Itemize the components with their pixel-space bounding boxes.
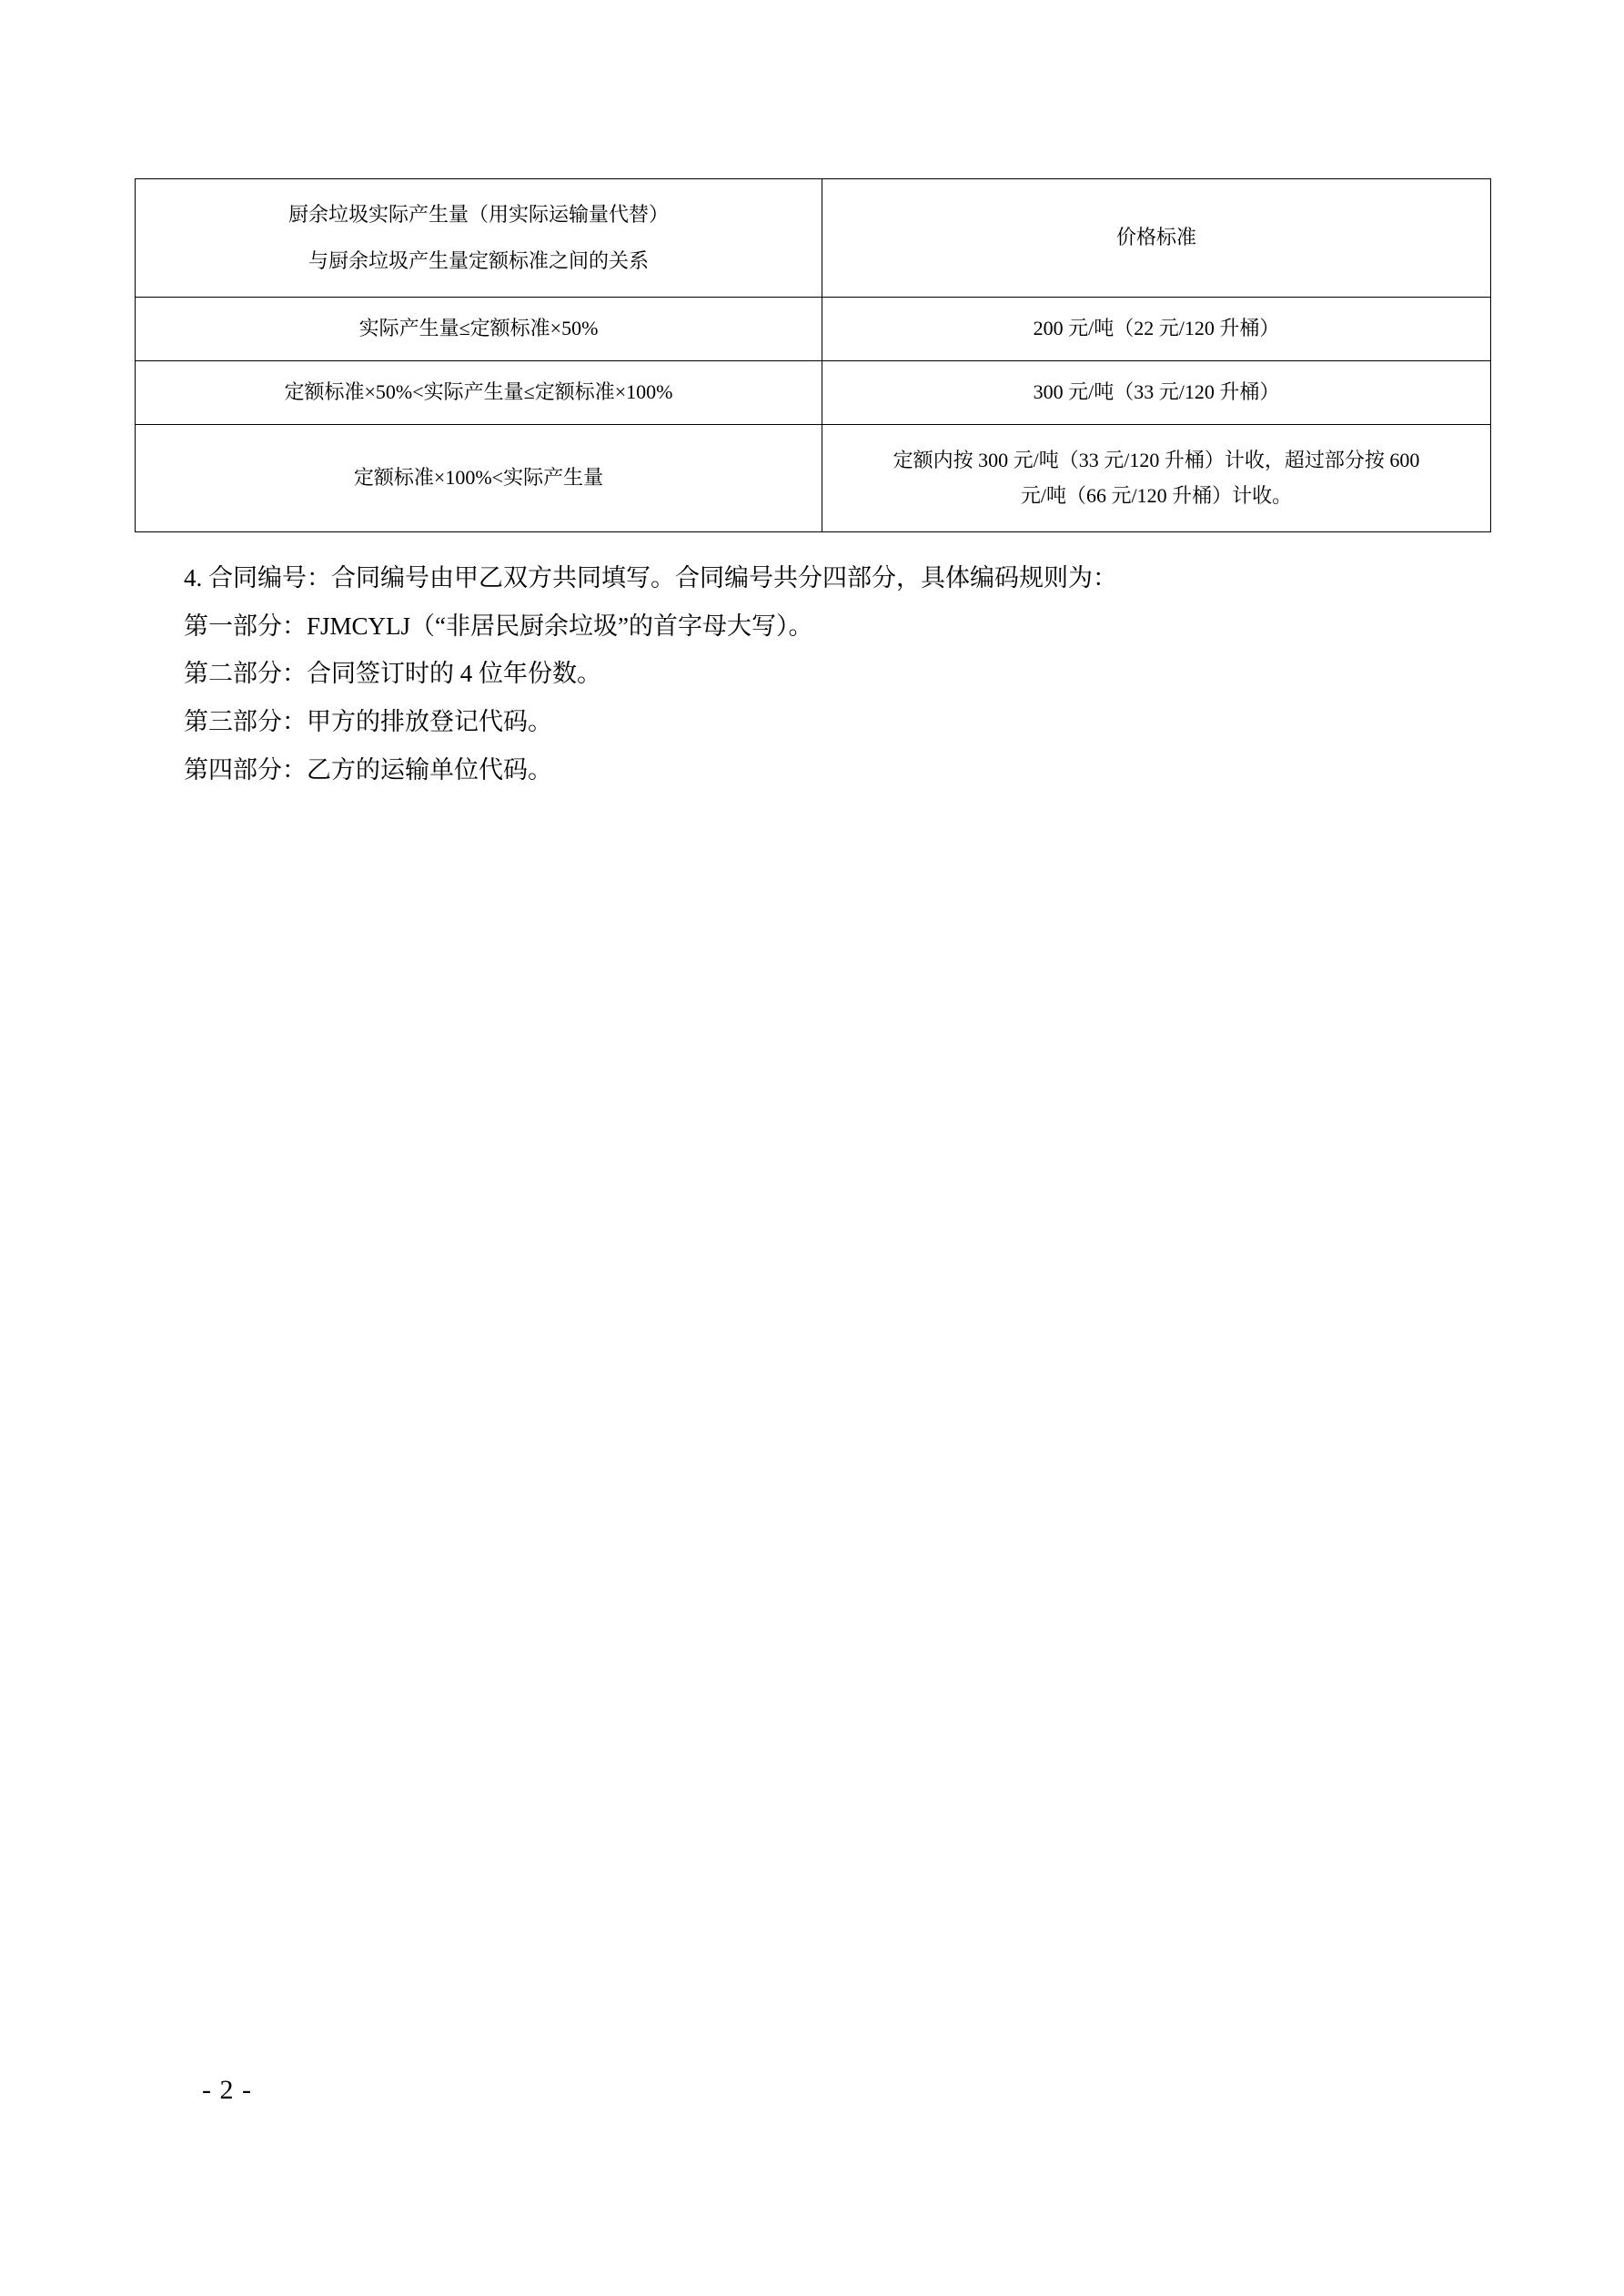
table-header-price-cell: 价格标准: [822, 179, 1491, 298]
paragraph-part-three: 第三部分：甲方的排放登记代码。: [184, 707, 552, 735]
price-cell-3-line1: 定额内按 300 元/吨（33 元/120 升桶）计收，超过部分按 600: [893, 449, 1420, 471]
price-cell-1: 200 元/吨（22 元/120 升桶）: [822, 298, 1491, 361]
table-row: [136, 361, 1491, 425]
paragraph-part-four: 第四部分：乙方的运输单位代码。: [184, 755, 552, 784]
table-row: [136, 425, 1491, 532]
table-header-condition-line2: 与厨余垃圾产生量定额标准之间的关系: [308, 248, 649, 272]
price-cell-2: 300 元/吨（33 元/120 升桶）: [822, 361, 1491, 425]
price-cell-3: [822, 425, 1491, 532]
paragraph-part-two: 第二部分：合同签订时的 4 位年份数。: [184, 660, 601, 688]
price-cell-3-line2: 元/吨（66 元/120 升桶）计收。: [1020, 483, 1293, 507]
condition-cell-1: 实际产生量≤定额标准×50%: [136, 298, 822, 361]
paragraph-part-one: 第一部分：FJMCYLJ（“非居民厨余垃圾”的首字母大写）。: [184, 612, 813, 640]
table-header-condition-line1: 厨余垃圾实际产生量（用实际运输量代替）: [287, 203, 669, 226]
table-header-row: [136, 179, 1491, 298]
price-standard-table: [135, 178, 1491, 532]
condition-cell-2: 定额标准×50%<实际产生量≤定额标准×100%: [136, 361, 822, 425]
page-content: [135, 178, 1490, 794]
condition-cell-3: 定额标准×100%<实际产生量: [136, 425, 822, 532]
table-row: [136, 298, 1491, 361]
paragraph-contract-number-intro: 4. 合同编号：合同编号由甲乙双方共同填写。合同编号共分四部分，具体编码规则为：: [184, 564, 1117, 592]
table-header-condition-cell: [136, 179, 822, 298]
page-number: - 2 -: [202, 2075, 252, 2105]
